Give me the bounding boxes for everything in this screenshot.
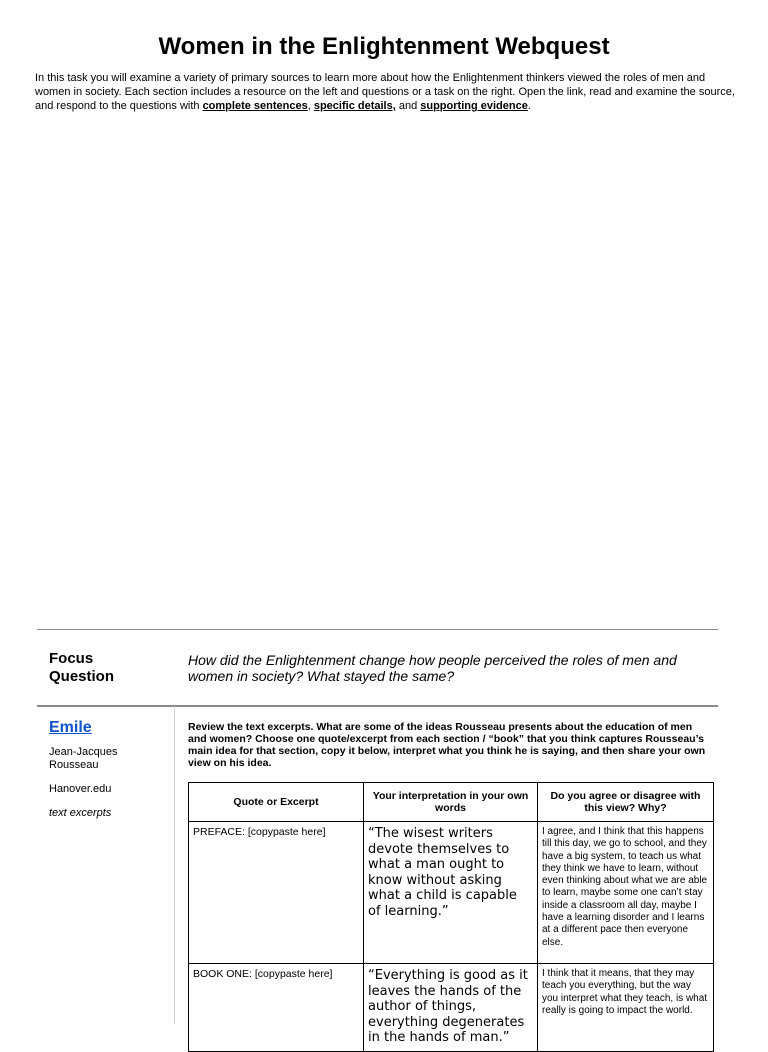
column-divider — [174, 706, 175, 1024]
header-interpretation: Your interpretation in your own words — [364, 783, 538, 822]
quote-table — [188, 782, 714, 1052]
quote-cell[interactable]: BOOK ONE: [copypaste here] — [189, 964, 364, 1052]
table-row — [189, 822, 714, 964]
intro-end: . — [527, 100, 531, 112]
table-row — [189, 964, 714, 1052]
view-cell[interactable]: I agree, and I think that this happens till this day, we go to school, and they have a big system, to teach us what they think we have to learn, without even thinking about what we are able to learn, maybe some one can’t stay inside a classroom all day, maybe I have a learning disorder and I learns at a different pace then everyone else. — [538, 822, 714, 964]
intro-separator: and — [395, 100, 421, 112]
task-instructions: Review the text excerpts. What are some of the ideas Rousseau presents about the education of men and women? Choose one quote/excerpt from each section / “book” that you think captures Rousseau’s main idea for that section, copy it below, interpret what you think he is saying, and then share your own view on his idea. — [188, 721, 706, 769]
emphasis-supporting-evidence: supporting evidence — [420, 100, 528, 112]
intro-separator: , — [307, 100, 314, 112]
quote-cell[interactable]: PREFACE: [copypaste here] — [189, 822, 364, 964]
page-title: Women in the Enlightenment Webquest — [158, 33, 610, 60]
interpretation-cell[interactable]: “The wisest writers devote themselves to what a man ought to know without asking what a child is capable of learning.” — [364, 822, 538, 964]
source-link-emile[interactable]: Emile — [49, 719, 92, 736]
focus-question: How did the Enlightenment change how people perceived the roles of men and women in society? What stayed the same? — [188, 652, 677, 684]
emphasis-complete-sentences: complete sentences — [202, 100, 308, 112]
divider-focus — [37, 705, 718, 707]
table-header-row — [189, 783, 714, 822]
emphasis-specific-details: specific details, — [313, 100, 396, 112]
source-site: Hanover.edu — [49, 783, 112, 795]
focus-label: Focus Question — [49, 650, 115, 685]
interpretation-cell[interactable]: “Everything is good as it leaves the hands of the author of things, everything degenerates in the hands of man.” — [364, 964, 538, 1052]
intro-paragraph — [35, 71, 735, 113]
source-column — [49, 719, 164, 831]
view-cell[interactable]: I think that it means, that they may teach you everything, but the way you interpret what they teach, is what really is going to impact the world. — [538, 964, 714, 1052]
intro-text: In this task you will examine a variety of primary sources to learn more about how the Enlightenment thinkers viewed the roles of men and women in society. Each section includes a resource on the left and questions or a task on the right. Open the link, read and examine the source, and respond to the questions with — [35, 72, 735, 112]
source-author: Jean-Jacques Rousseau — [49, 746, 118, 771]
divider-top — [37, 629, 718, 630]
header-agree-disagree: Do you agree or disagree with this view? Why? — [538, 783, 714, 822]
source-type: text excerpts — [49, 807, 112, 819]
header-quote: Quote or Excerpt — [189, 783, 364, 822]
